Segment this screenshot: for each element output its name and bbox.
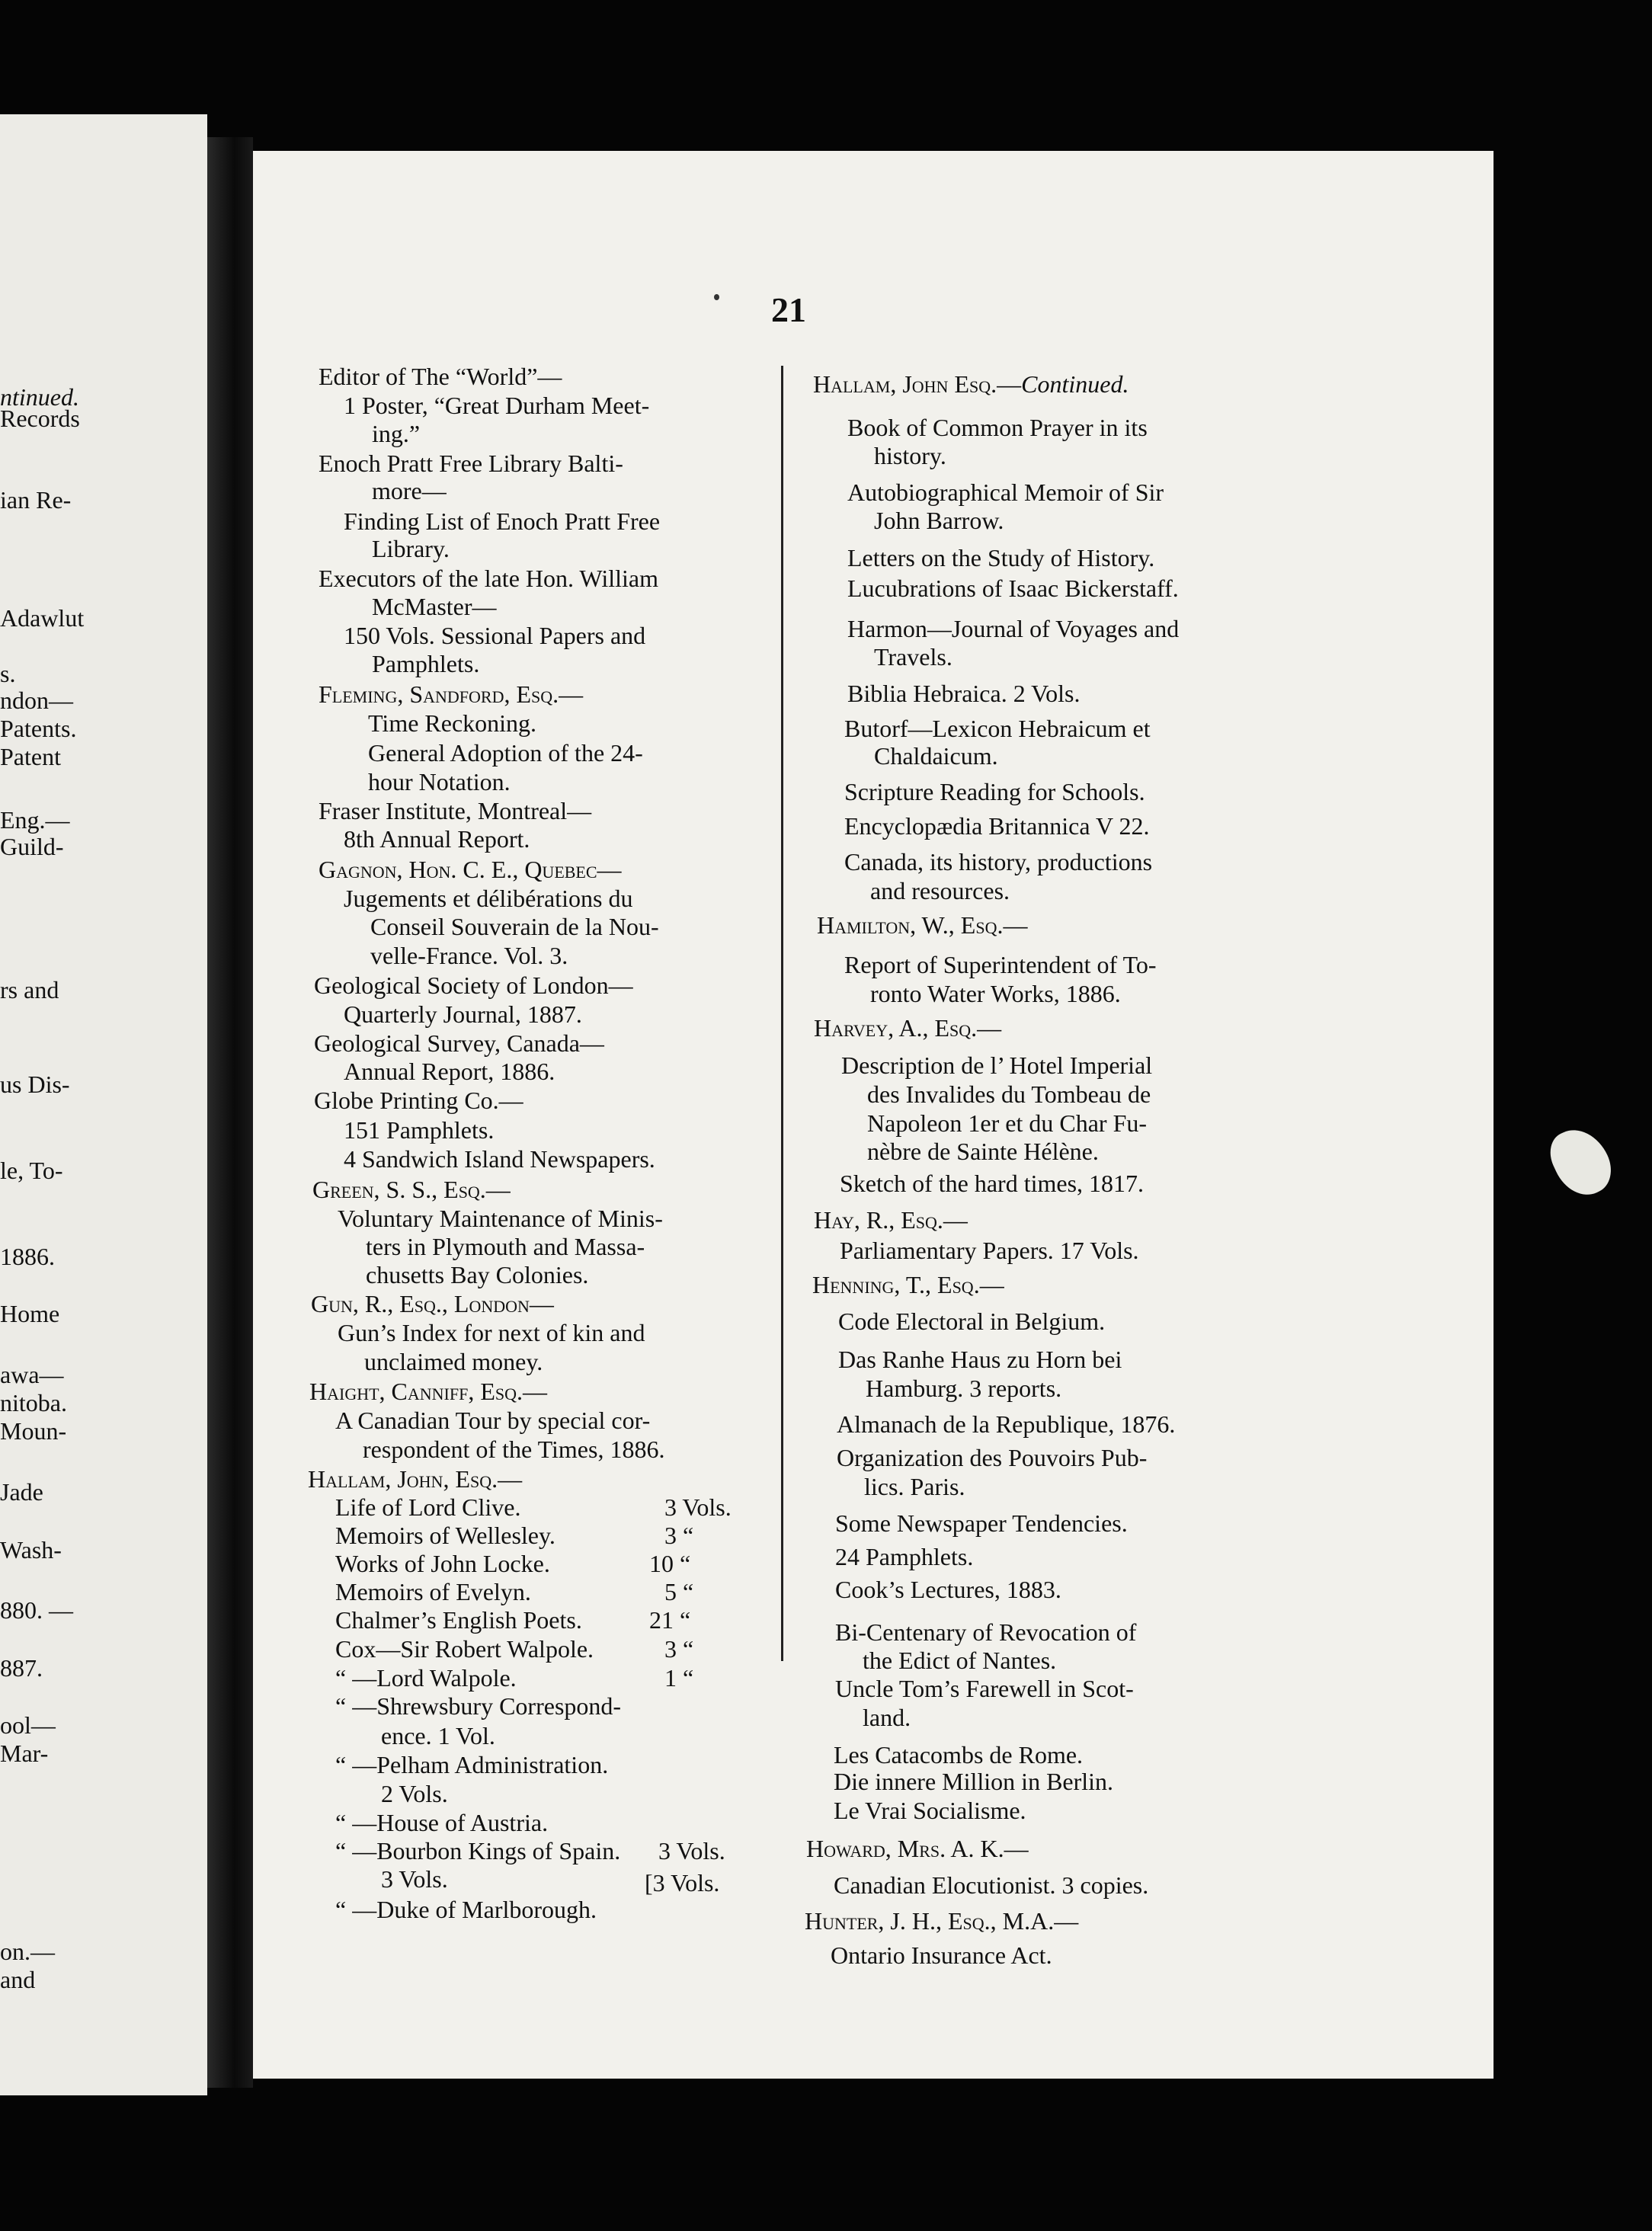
entry-heading: Harvey, A., Esq.—	[814, 1014, 1002, 1042]
entry-line: Letters on the Study of History.	[847, 544, 1155, 571]
entry-line: “ —Shrewsbury Correspond-	[335, 1692, 622, 1720]
left-fragment: s.	[0, 660, 16, 687]
entry-line: Almanach de la Republique, 1876.	[837, 1410, 1176, 1438]
entry-heading: Hamilton, W., Esq.—	[817, 911, 1028, 939]
entry-line: ters in Plymouth and Massa-	[366, 1233, 645, 1260]
entry-line: McMaster—	[372, 593, 497, 620]
vol-count: 3 “	[664, 1522, 694, 1549]
entry-line: Hamburg. 3 reports.	[866, 1375, 1062, 1402]
left-fragment: us Dis-	[0, 1071, 70, 1098]
left-fragment: ntinued.	[0, 383, 79, 411]
entry-line: Napoleon 1er et du Char Fu-	[867, 1109, 1148, 1137]
left-fragment: Guild-	[0, 833, 64, 860]
left-fragment: rs and	[0, 976, 59, 1003]
entry-line: Biblia Hebraica. 2 Vols.	[847, 680, 1081, 707]
entry-line: des Invalides du Tombeau de	[867, 1080, 1151, 1108]
entry-line: 1 Poster, “Great Durham Meet-	[344, 392, 650, 419]
entry-line: Les Catacombs de Rome.	[834, 1741, 1084, 1768]
entry-line: history.	[874, 442, 946, 469]
entry-line: Lucubrations of Isaac Bickerstaff.	[847, 575, 1179, 602]
entry-heading: Geological Society of London—	[314, 971, 633, 999]
left-fragment: Patent	[0, 743, 61, 770]
vol-count: 10 “	[649, 1550, 691, 1577]
entry-line: John Barrow.	[874, 507, 1004, 534]
book-binding	[207, 137, 253, 2088]
vol-count: 5 “	[664, 1578, 694, 1605]
entry-line: Memoirs of Evelyn.	[335, 1578, 531, 1605]
entry-line: “ —Pelham Administration.	[335, 1751, 609, 1778]
vol-count: 1 “	[664, 1664, 694, 1692]
entry-line: Pamphlets.	[372, 650, 480, 677]
left-fragment: ian Re-	[0, 486, 72, 514]
entry-heading-line	[813, 372, 1129, 396]
entry-heading: Hay, R., Esq.—	[814, 1206, 968, 1234]
paper-blot	[1542, 1119, 1619, 1204]
left-fragment: Records	[0, 405, 80, 432]
left-fragment: Wash-	[0, 1536, 62, 1564]
entry-line: nèbre de Sainte Hélène.	[867, 1138, 1099, 1165]
vol-count: 3 “	[664, 1635, 694, 1663]
entry-line: more—	[372, 477, 447, 504]
entry-line: lics. Paris.	[864, 1473, 965, 1500]
entry-line: land.	[863, 1704, 911, 1731]
entry-heading: Hallam, John Esq.—	[813, 370, 1022, 398]
entry-line: the Edict of Nantes.	[863, 1647, 1057, 1674]
left-fragment: nitoba.	[0, 1389, 67, 1416]
entry-heading: Executors of the late Hon. William	[319, 565, 658, 592]
entry-line: Organization des Pouvoirs Pub-	[837, 1444, 1148, 1471]
entry-heading: Gagnon, Hon. C. E., Quebec—	[319, 856, 622, 883]
left-fragment: 887.	[0, 1654, 43, 1682]
entry-line: Annual Report, 1886.	[344, 1058, 555, 1085]
entry-heading: Globe Printing Co.—	[314, 1087, 523, 1114]
entry-line: ronto Water Works, 1886.	[870, 980, 1121, 1007]
entry-line: hour Notation.	[368, 768, 511, 795]
entry-line: General Adoption of the 24-	[368, 739, 643, 767]
entry-line: Chaldaicum.	[874, 742, 998, 770]
vol-count: 3 Vols.	[658, 1837, 725, 1865]
entry-line: Conseil Souverain de la Nou-	[370, 913, 659, 940]
entry-line: Das Ranhe Haus zu Horn bei	[838, 1346, 1122, 1373]
entry-line: Chalmer’s English Poets.	[335, 1606, 582, 1634]
left-page-edge	[0, 114, 207, 2095]
entry-line: Bi-Centenary of Revocation of	[835, 1618, 1137, 1646]
entry-line: Finding List of Enoch Pratt Free	[344, 507, 661, 535]
page-number: 21	[771, 290, 806, 329]
entry-line: Some Newspaper Tendencies.	[835, 1509, 1128, 1537]
entry-line: and resources.	[870, 877, 1010, 904]
entry-line: 4 Sandwich Island Newspapers.	[344, 1145, 655, 1173]
entry-line: 3 Vols.	[381, 1865, 448, 1893]
left-fragment: Eng.—	[0, 806, 70, 834]
left-fragment: Patents.	[0, 715, 77, 742]
entry-line: Code Electoral in Belgium.	[838, 1308, 1106, 1335]
entry-line: “ —Bourbon Kings of Spain.	[335, 1837, 621, 1865]
left-fragment: ool—	[0, 1711, 56, 1739]
entry-line: Harmon—Journal of Voyages and	[847, 615, 1180, 642]
entry-line: Book of Common Prayer in its	[847, 414, 1148, 441]
left-fragment: awa—	[0, 1361, 64, 1388]
entry-heading: Henning, T., Esq.—	[812, 1271, 1004, 1298]
entry-heading: Green, S. S., Esq.—	[312, 1176, 511, 1203]
vol-count: 21 “	[649, 1606, 691, 1634]
entry-line: Butorf—Lexicon Hebraicum et	[844, 715, 1151, 742]
entry-line: Jugements et délibérations du	[344, 885, 633, 912]
ink-speck	[714, 294, 719, 300]
entry-line: Travels.	[874, 643, 952, 671]
entry-line: respondent of the Times, 1886.	[363, 1436, 665, 1463]
entry-heading: Editor of The “World”—	[319, 363, 562, 390]
entry-line: 150 Vols. Sessional Papers and	[344, 622, 646, 649]
entry-heading: Geological Survey, Canada—	[314, 1029, 604, 1057]
entry-line: “ —Duke of Marlborough.	[335, 1896, 597, 1923]
entry-line: A Canadian Tour by special cor-	[335, 1407, 651, 1434]
entry-line: Cox—Sir Robert Walpole.	[335, 1635, 594, 1663]
entry-line: “ —Lord Walpole.	[335, 1664, 517, 1692]
entry-line: Voluntary Maintenance of Minis-	[338, 1205, 663, 1232]
entry-line: Cook’s Lectures, 1883.	[835, 1576, 1061, 1603]
entry-line: unclaimed money.	[364, 1348, 543, 1375]
continued-label: Continued.	[1021, 370, 1129, 398]
left-fragment: Mar-	[0, 1740, 49, 1767]
entry-heading: Enoch Pratt Free Library Balti-	[319, 450, 623, 477]
left-fragment: 1886.	[0, 1243, 55, 1270]
entry-line: Sketch of the hard times, 1817.	[840, 1170, 1145, 1197]
entry-line: [3 Vols.	[645, 1869, 720, 1897]
left-fragment: 880. —	[0, 1596, 73, 1624]
entry-heading: Hunter, J. H., Esq., M.A.—	[805, 1907, 1079, 1935]
entry-heading: Fraser Institute, Montreal—	[319, 797, 592, 824]
left-fragment: and	[0, 1966, 36, 1993]
entry-line: “ —House of Austria.	[335, 1809, 549, 1836]
entry-line: Encyclopædia Britannica V 22.	[844, 812, 1150, 840]
entry-line: 151 Pamphlets.	[344, 1116, 495, 1144]
entry-heading: Howard, Mrs. A. K.—	[806, 1835, 1029, 1862]
left-fragment: on.—	[0, 1938, 55, 1965]
entry-line: 24 Pamphlets.	[835, 1543, 974, 1570]
column-rule	[781, 366, 783, 1661]
entry-line: Quarterly Journal, 1887.	[344, 1000, 582, 1028]
entry-line: Memoirs of Wellesley.	[335, 1522, 555, 1549]
left-fragment: Home	[0, 1300, 60, 1327]
entry-line: ence. 1 Vol.	[381, 1722, 495, 1749]
entry-line: Works of John Locke.	[335, 1550, 550, 1577]
entry-heading: Fleming, Sandford, Esq.—	[319, 680, 584, 708]
entry-heading: Gun, R., Esq., London—	[311, 1290, 554, 1317]
entry-line: 8th Annual Report.	[344, 825, 530, 853]
entry-line: 2 Vols.	[381, 1780, 448, 1807]
entry-line: Description de l’ Hotel Imperial	[841, 1051, 1153, 1079]
vol-count: 3 Vols.	[664, 1493, 732, 1521]
entry-line: Ontario Insurance Act.	[831, 1941, 1052, 1969]
entry-line: Library.	[372, 535, 450, 562]
entry-line: Parliamentary Papers. 17 Vols.	[840, 1237, 1139, 1264]
entry-line: Gun’s Index for next of kin and	[338, 1319, 645, 1346]
left-fragment: ndon—	[0, 687, 73, 714]
entry-heading: Haight, Canniff, Esq.—	[309, 1378, 548, 1405]
entry-line: velle-France. Vol. 3.	[370, 942, 568, 969]
entry-line: chusetts Bay Colonies.	[366, 1261, 589, 1288]
entry-line: Canada, its history, productions	[844, 848, 1153, 875]
entry-line: Scripture Reading for Schools.	[844, 778, 1145, 805]
entry-line: Canadian Elocutionist. 3 copies.	[834, 1871, 1149, 1899]
left-fragment: Jade	[0, 1478, 43, 1506]
entry-line: Die innere Million in Berlin.	[834, 1768, 1114, 1795]
left-fragment: le, To-	[0, 1157, 63, 1184]
entry-line: Life of Lord Clive.	[335, 1493, 521, 1521]
entry-line: Time Reckoning.	[368, 709, 537, 737]
entry-heading: Hallam, John, Esq.—	[308, 1465, 523, 1493]
left-fragment: Moun-	[0, 1417, 67, 1445]
left-fragment: Adawlut	[0, 604, 85, 632]
entry-line: Autobiographical Memoir of Sir	[847, 479, 1164, 506]
entry-line: Le Vrai Socialisme.	[834, 1797, 1026, 1824]
entry-line: ing.”	[372, 420, 421, 447]
entry-line: Uncle Tom’s Farewell in Scot-	[835, 1675, 1134, 1702]
entry-line: Report of Superintendent of To-	[844, 951, 1157, 978]
